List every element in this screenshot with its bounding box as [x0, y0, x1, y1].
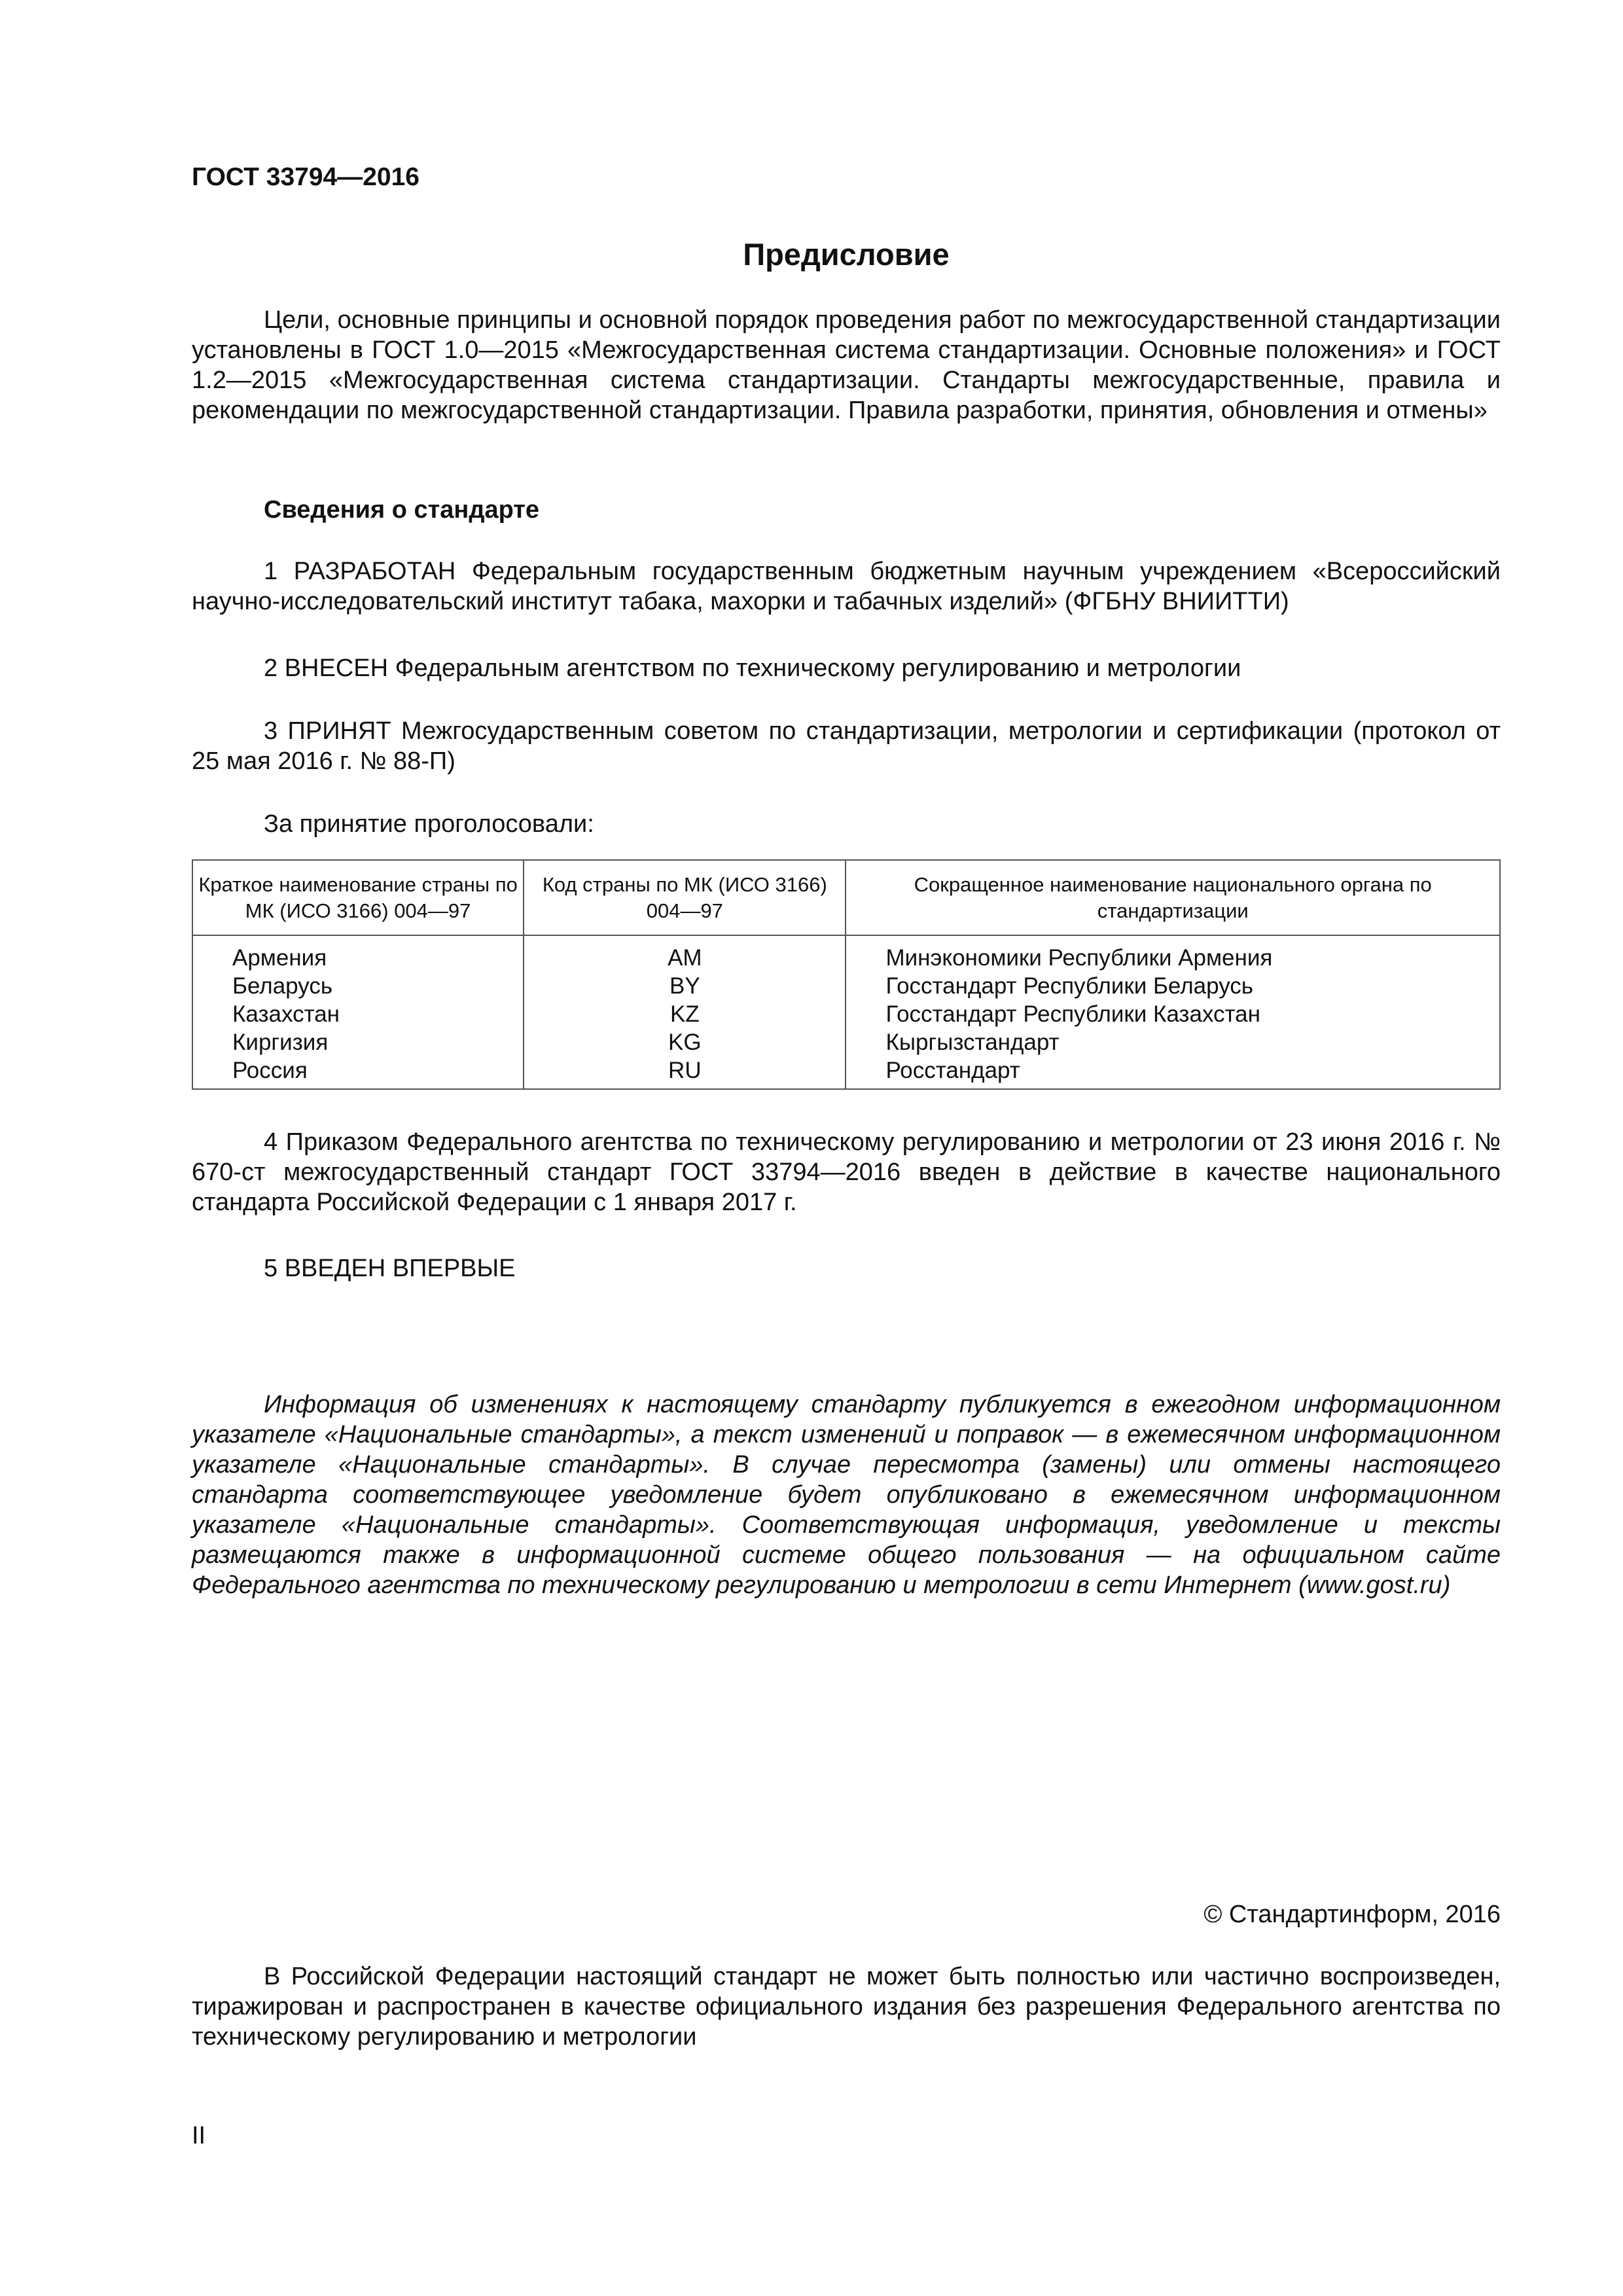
copyright-notice: © Стандартинформ, 2016	[1204, 1901, 1501, 1928]
page-title: Предисловие	[743, 237, 950, 272]
item-enacted: 4 Приказом Федерального агентства по техническому регулированию и метрологии от 23 июня 2016 г. № 670-ст межгосударственный стандарт ГОСТ 33794—2016 введен в действие в качестве национального стандарта Российской Федерации с 1 января 2017 г.	[192, 1128, 1501, 1216]
item-developed: 1 РАЗРАБОТАН Федеральным государственным бюджетным научным учреждением «Всероссийский научно-исследовательский институт табака, махорки и табачных изделий» (ФГБНУ ВНИИТТИ)	[192, 558, 1501, 615]
table-header-country: Краткое наименование страны по МК (ИСО 3166) 004—97	[192, 860, 524, 935]
voted-label: За принятие проголосовали:	[264, 810, 594, 838]
table-row	[192, 935, 1500, 972]
body-cell: Минэкономики Республики Армения	[846, 935, 1500, 972]
table-row	[192, 972, 1500, 1000]
body-cell: Госстандарт Республики Казахстан	[846, 1000, 1500, 1028]
country-cell: Армения	[192, 935, 524, 972]
voting-table	[192, 859, 1501, 1090]
country-cell: Россия	[192, 1056, 524, 1089]
intro-paragraph: Цели, основные принципы и основной порядок проведения работ по межгосударственной стандартизации установлены в ГОСТ 1.0—2015 «Межгосударственная система стандартизации. Основные положения» и ГОСТ 1.2—2015 «Межгосударственная система стандартизации. Стандарты межгосударственные, правила и рекомендации по межгосударственной стандартизации. Правила разработки, принятия, обновления и отмены»	[192, 306, 1501, 424]
code-cell: KZ	[524, 1000, 846, 1028]
country-cell: Киргизия	[192, 1028, 524, 1056]
code-cell: KG	[524, 1028, 846, 1056]
item-first-introduced: 5 ВВЕДЕН ВПЕРВЫЕ	[264, 1255, 516, 1282]
table-header-row	[192, 860, 1500, 935]
code-cell: AM	[524, 935, 846, 972]
body-cell: Кыргызстандарт	[846, 1028, 1500, 1056]
body-cell: Росстандарт	[846, 1056, 1500, 1089]
country-cell: Беларусь	[192, 972, 524, 1000]
table-row	[192, 1028, 1500, 1056]
table-row	[192, 1056, 1500, 1089]
page-number: II	[192, 2122, 206, 2149]
item-introduced: 2 ВНЕСЕН Федеральным агентством по техническому регулированию и метрологии	[264, 655, 1241, 682]
code-cell: RU	[524, 1056, 846, 1089]
table-header-body: Сокращенное наименование национального органа по стандартизации	[846, 860, 1500, 935]
body-cell: Госстандарт Республики Беларусь	[846, 972, 1500, 1000]
item-adopted: 3 ПРИНЯТ Межгосударственным советом по стандартизации, метрологии и сертификации (протокол от 25 мая 2016 г. № 88-П)	[192, 717, 1501, 775]
changes-notice: Информация об изменениях к настоящему стандарту публикуется в ежегодном информационном указателе «Национальные стандарты», а текст изменений и поправок — в ежемесячном информационном указателе «Национальные стандарты». В случае пересмотра (замены) или отмены настоящего стандарта соответствующее уведомление будет опубликовано в ежемесячном информационном указателе «Национальные стандарты». Соответствующая информация, уведомление и тексты размещаются также в информационной системе общего пользования — на официальном сайте Федерального агентства по техническому регулированию и метрологии в сети Интернет (www.gost.ru)	[192, 1391, 1501, 1599]
table-header-code: Код страны по МК (ИСО 3166) 004—97	[524, 860, 846, 935]
section-heading: Сведения о стандарте	[264, 496, 540, 524]
country-cell: Казахстан	[192, 1000, 524, 1028]
code-cell: BY	[524, 972, 846, 1000]
standard-code-header: ГОСТ 33794—2016	[192, 163, 419, 191]
reproduction-rights: В Российской Федерации настоящий стандарт не может быть полностью или частично воспроизведен, тиражирован и распространен в качестве официального издания без разрешения Федерального агентства по техническому регулированию и метрологии	[192, 1963, 1501, 2051]
table-row	[192, 1000, 1500, 1028]
